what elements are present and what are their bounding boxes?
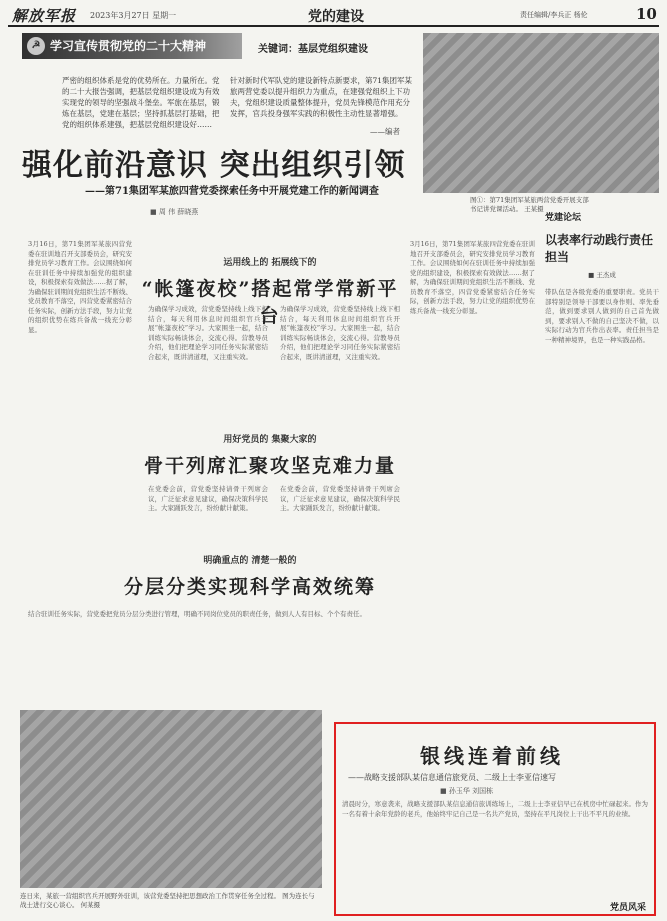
section2-head <box>140 432 400 478</box>
top-photo-caption: 图①：第71集团军某旅两营党委开展支部书记讲党课活动。 王某摄 <box>470 196 589 213</box>
feature-subtitle: ——战略支援部队某信息通信旅党员、二级上士李亚信速写 <box>348 773 556 782</box>
forum-author: ■ 王杰成 <box>588 271 616 279</box>
body-column-4: 结合驻训任务实际，营党委把党员分层分类进行管理，明确不同岗位党员的职责任务，做到人人有目标、个个有责任。 <box>28 610 366 618</box>
main-byline: ■ 周 伟 薛晓燕 <box>150 208 199 216</box>
intro-left: 严密的组织体系是党的优势所在。力量所在。党的二十大报告强调，把基层党组织建设成为有效实现党的领导的坚强战斗堡垒。军旅在基层，锻炼在基层，党建在基层；坚持抓基层打基础，把党的组织体系建强，把基层党组织建设好…… <box>62 76 220 129</box>
main-headline: 强化前沿意识 突出组织引领 <box>22 148 406 183</box>
editor-credit: 责任编辑/李兵正 杨伦 <box>520 11 588 19</box>
paper-name: 解放军报 <box>12 7 77 25</box>
section1-title: “帐篷夜校”搭起常学常新平台 <box>141 278 399 327</box>
bottom-photo <box>20 710 322 888</box>
main-subheadline: ——第71集团军某旅四营党委探索任务中开展党建工作的新闻调查 <box>85 186 379 197</box>
section3-kicker: 明确重点的 清楚一般的 <box>203 556 297 566</box>
section2-title: 骨干列席汇聚攻坚克难力量 <box>143 455 396 477</box>
feature-text: 清晨时分，寒意袭来，战略支援部队某信息通信旅训练场上，二级上士李亚信早已在机房中忙碌起来。作为一名有着十余年党龄的老兵，他始终牢记自己是一名共产党员，坚持在平凡岗位上干出不平凡的业绩。 <box>342 800 648 818</box>
keyword-label: 关键词：基层党组织建设 <box>258 44 368 55</box>
section1-kicker: 运用线上的 拓展线下的 <box>223 258 317 268</box>
section3-head <box>100 553 400 599</box>
corner-tag: 党员风采 <box>610 903 647 913</box>
issue-date: 2023年3月27日 星期一 <box>90 11 177 20</box>
forum-text: 带队伍是各级党委的重要职责。党员干部特别是领导干部要以身作则、率先垂范，做到要求别人做到的自己首先做到，要求别人不做的自己坚决不做，以实际行动为官兵作出表率。责任担当是一种精神境界，也是一种实践品格。 <box>545 288 659 344</box>
body-column-2b: 为确保学习成效，营党委坚持线上线下相结合，每天利用休息时间组织官兵开展“帐篷夜校”学习。大家围坐一起，结合训练实际畅谈体会，交流心得。营教导员介绍，他们把理论学习同任务实际紧密结合起来，既讲清道理，又注重实效。 <box>280 305 400 361</box>
body-column-3b: 在党委会前，营党委坚持请骨干列席会议，广泛征求意见建议，确保决策科学民主。大家踊跃发言，纷纷献计献策。 <box>280 485 400 512</box>
series-banner <box>22 33 242 59</box>
feature-byline: ■ 孙玉华 刘国栋 <box>440 787 494 795</box>
forum-sidebar <box>545 210 659 668</box>
forum-label: 党建论坛 <box>545 213 582 223</box>
body-column-3: 在党委会前，营党委坚持请骨干列席会议，广泛征求意见建议，确保决策科学民主。大家踊跃发言，纷纷献计献策。 <box>148 485 268 512</box>
party-emblem-icon: ☭ <box>27 37 45 55</box>
intro-right: 针对新时代军队党的建设新特点新要求，第71集团军某旅两营党委以提升组织力为重点，在建强党组织上下功夫，党组织建设质量整体提升，党员先锋模范作用充分发挥，官兵投身强军实践的积极性主动性显著增强。 <box>230 76 413 118</box>
section2-kicker: 用好党员的 集聚大家的 <box>223 435 317 445</box>
forum-title: 以表率行动践行责任担当 <box>545 233 654 264</box>
body-column-1: 3月16日，第71集团军某旅四营党委在驻训地召开支部委员会，研究安排党员学习教育工作。会议围绕如何在驻训任务中持续加强党的组织建设，积极探索有效做法……据了解，为确保驻训期间党组织生活不断线、党员教育不落空，四营党委紧密结合任务实际，创新方法手段，努力让党的组织优势在练兵备战一线充分彰显。 <box>28 240 132 334</box>
body-column-right: 3月16日，第71集团军某旅四营党委在驻训地召开支部委员会，研究安排党员学习教育工作。会议围绕如何在驻训任务中持续加强党的组织建设，积极探索有效做法……据了解，为确保驻训期间党组织生活不断线、党员教育不落空，四营党委紧密结合任务实际，创新方法手段，努力让党的组织优势在练兵备战一线充分彰显。 <box>410 240 535 315</box>
masthead <box>8 5 659 27</box>
section3-title: 分层分类实现科学高效统筹 <box>123 576 376 598</box>
top-photo <box>423 33 659 193</box>
bottom-photo-caption: 连日来，某旅一营组织官兵开展野外驻训，该营党委坚持把思想政治工作贯穿任务全过程。 图为连长与战士进行交心谈心。 何某摄 <box>20 892 315 909</box>
section-title: 党的建设 <box>308 9 364 25</box>
feature-title: 银线连着前线 <box>420 744 564 768</box>
intro-author: ——编者 <box>370 127 400 136</box>
body-column-2: 为确保学习成效，营党委坚持线上线下相结合，每天利用休息时间组织官兵开展“帐篷夜校”学习。大家围坐一起，结合训练实际畅谈体会，交流心得。营教导员介绍，他们把理论学习同任务实际紧密结合起来，既讲清道理，又注重实效。 <box>148 305 268 361</box>
page-number: 10 <box>636 5 657 23</box>
banner-title: 学习宣传贯彻党的二十大精神 <box>50 39 207 53</box>
